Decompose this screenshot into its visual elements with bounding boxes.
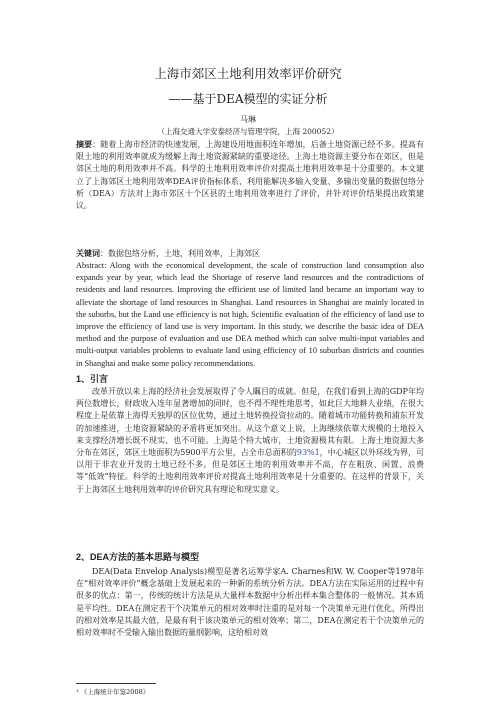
abstract-en-text: : Along with the economical development, the scale of construction land consumption also expands year by year, which lead the Shortage of reserve land resources and the contradictions of residents and land resources. Improving the efficient use of limited land became an important way to alleviate the shortage of land resources in Shanghai. Land resources in Shanghai are mainly located in the suburbs, but the Land use efficiency is not high. Scientific evaluation of the efficiency of land use to improve the efficiency of land use is very important. In this study, we describe the basic idea of DEA method and the purpose of evaluation and use DEA method which can solve multi-input variables and multi-output variables problems to evaluate land using efficiency of 10 suburban districts and counties in Shanghai and make some policy recommendations. <box>76 261 424 368</box>
section-2-heading <box>76 551 424 563</box>
keywords-text: ：数据包络分析，土地，利用效率，上海郊区 <box>100 249 260 258</box>
abstract-en <box>76 260 424 370</box>
section-1-text-a: 改革开放以来上海的经济社会发展取得了令人瞩目的成就。但是，在我们看到上海的GDP年均两位数增长，财政收入连年显著增加的同时，也不得不理性地思考，如此巨大地耕人业绩，在很大程度上是依靠上海得天独厚的区位优势，通过土地转换投资拉动的。随着城市功能转换和浦东开发的加速推进，土地资源紧缺的矛盾将更加突出。从这个意义上说，上海继续依靠大规模的土地投入来支撑经济增长既不现实、也不可能。上海是个特大城市，土地资源极其有限。上海土地资源大多分布在郊区，郊区土地面积为5900平方公里，占全市总面积的 <box>76 387 424 458</box>
abstract-cn-text: ：随着上海市经济的快速发展，上海建设用地面积连年增加，后备土地资源已经不多。提高有限土地的利用效率就成为缓解上海土地资源紧缺的重要途径。上海土地资源主要分布在郊区，但是郊区土地的利用效率并不高。科学的土地利用效率评价对提高土地利用效率是十分重要的。本文建立了上海郊区土地利用效率DEA评价指标体系，利用能解决多输入变量、多输出变量的数据包络分析（DEA）方法对上海市郊区十个区县的土地利用效率进行了评价，并针对评价结果提出政策建议。 <box>76 140 425 211</box>
keywords-label: 关键词 <box>76 248 100 258</box>
section-1-heading: 1、引言 <box>76 374 109 384</box>
author-name: 马琳 <box>240 115 256 124</box>
section-1-text-b: ，中心城区以外环线为界，可以用于非农业开发的土地已经不多。但是郊区土地的利用效率并不高，存在粗放、闲置、浪费等“低效”特征。科学的土地利用效率评价对提高土地利用效率是十分重要的。在这样的背景下，关于上海郊区土地利用效率的评价研究具有理论和现实意义。 <box>76 448 425 494</box>
abstract-cn-label: 摘要 <box>76 139 93 149</box>
author-affiliation: （上海交通大学安泰经济与管理学院，上海 200052） <box>157 127 339 136</box>
section-1-body <box>76 386 424 496</box>
abstract-en-label: Abstract <box>76 261 105 270</box>
keywords-cn <box>76 247 424 260</box>
abstract-cn <box>76 138 424 212</box>
paper-title: 上海市郊区土地利用效率评价研究 <box>154 66 342 81</box>
section-2-heading-rest: 方法的基本思路与模型 <box>109 552 200 562</box>
section-2-body: DEA(Data Envelop Analysis)模型是著名运筹学家A. Charnes和W. W. Cooper等1978年在“相对效率评价”概念基础上发展起来的一种新的系统分析方法。DEA方法在实际运用的过程中有很多的优点：第一，传统的统计方法是从大量样本数据中分析出样本集合整体的一般情况。其本质是平均性。DEA在测定若干个决策单元的相对效率时注重的是对每一个决策单元进行优化，所得出的相对效率是其最大值，是最有利于该决策单元的相对效率；第二，DEA在测定若干个决策单元的相对效率时不受输入输出数据的量纲影响，这给相对效 <box>76 567 424 638</box>
section-2-heading-num: 2、DEA <box>76 552 110 562</box>
section-1-highlight: 93%1 <box>296 448 320 458</box>
paper-subtitle: ——基于DEA模型的实证分析 <box>168 92 328 106</box>
footnote: ¹ 《上海统计年鉴2008》 <box>76 688 150 696</box>
footnote-divider <box>76 683 156 684</box>
